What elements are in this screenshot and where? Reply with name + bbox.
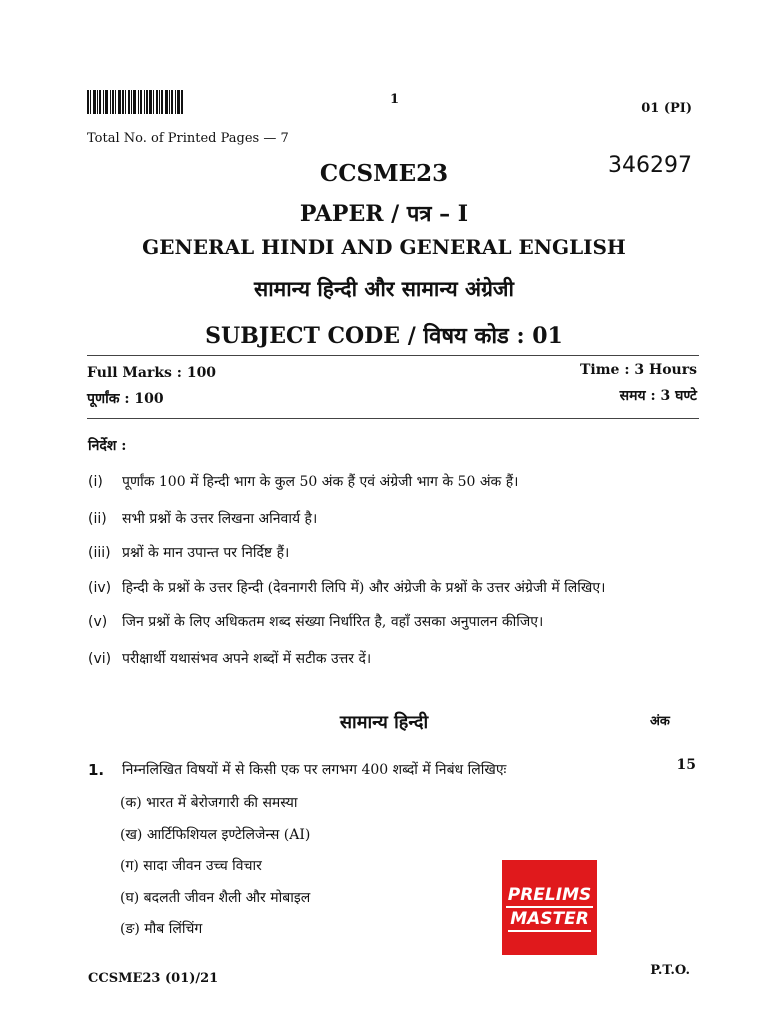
essay-option: (घ) बदलती जीवन शैली और मोबाइल [120, 890, 311, 906]
divider [87, 355, 699, 356]
page-number: 1 [390, 92, 400, 107]
marks-label: अंक [650, 714, 670, 729]
essay-option: (ग) सादा जीवन उच्च विचार [120, 858, 262, 874]
paper-code: 01 (PI) [641, 101, 692, 116]
essay-option: (क) भारत में बेरोजगारी की समस्या [120, 795, 298, 811]
divider [87, 418, 699, 419]
serial-number: 346297 [608, 153, 692, 178]
full-marks-en: Full Marks : 100 [87, 365, 217, 381]
subject-english: GENERAL HINDI AND GENERAL ENGLISH [142, 235, 626, 259]
instruction-item: (vi) परीक्षार्थी यथासंभव अपने शब्दों में सटीक उत्तर दें। [88, 651, 372, 667]
question-marks: 15 [676, 757, 696, 773]
question-text: निम्नलिखित विषयों में से किसी एक पर लगभग 400 शब्दों में निबंध लिखिएः [122, 762, 507, 778]
paper-title: PAPER / पत्र – I [299, 201, 469, 227]
time-en: Time : 3 Hours [580, 362, 697, 378]
time-hi: समय : 3 घण्टे [619, 388, 697, 404]
logo-line-1: PRELIMS [506, 884, 593, 908]
printed-pages: Total No. of Printed Pages — 7 [87, 131, 289, 146]
section-title: सामान्य हिन्दी [339, 712, 429, 733]
instruction-item: (v) जिन प्रश्नों के लिए अधिकतम शब्द संख्या निर्धारित है, वहाँ उसका अनुपालन कीजिए। [88, 614, 544, 630]
question-number: 1. [88, 761, 105, 779]
full-marks-hi: पूर्णांक : 100 [87, 391, 164, 407]
footer-code: CCSME23 (01)/21 [88, 971, 219, 986]
essay-option: (ङ) मौब लिंचिंग [120, 921, 203, 937]
subject-code: SUBJECT CODE / विषय कोड : 01 [205, 323, 563, 349]
instruction-item: (ii) सभी प्रश्नों के उत्तर लिखना अनिवार्य है। [88, 511, 318, 527]
essay-option: (ख) आर्टिफिशियल इण्टेलिजेन्स (AI) [120, 827, 311, 843]
instruction-item: (iv) हिन्दी के प्रश्नों के उत्तर हिन्दी (देवनागरी लिपि में) और अंग्रेजी के प्रश्नों के उत्तर अंग्रेजी में लिखिए। [88, 580, 606, 596]
exam-code: CCSME23 [319, 160, 449, 187]
prelims-master-logo [502, 860, 597, 955]
instruction-item: (iii) प्रश्नों के मान उपान्त पर निर्दिष्ट हैं। [88, 545, 290, 561]
logo-line-2: MASTER [508, 908, 591, 932]
pto: P.T.O. [650, 963, 690, 978]
barcode [87, 90, 217, 114]
instruction-item: (i) पूर्णांक 100 में हिन्दी भाग के कुल 50 अंक हैं एवं अंग्रेजी भाग के 50 अंक हैं। [88, 474, 519, 490]
subject-hindi: सामान्य हिन्दी और सामान्य अंग्रेजी [254, 276, 514, 301]
instructions-heading: निर्देश : [88, 438, 127, 454]
